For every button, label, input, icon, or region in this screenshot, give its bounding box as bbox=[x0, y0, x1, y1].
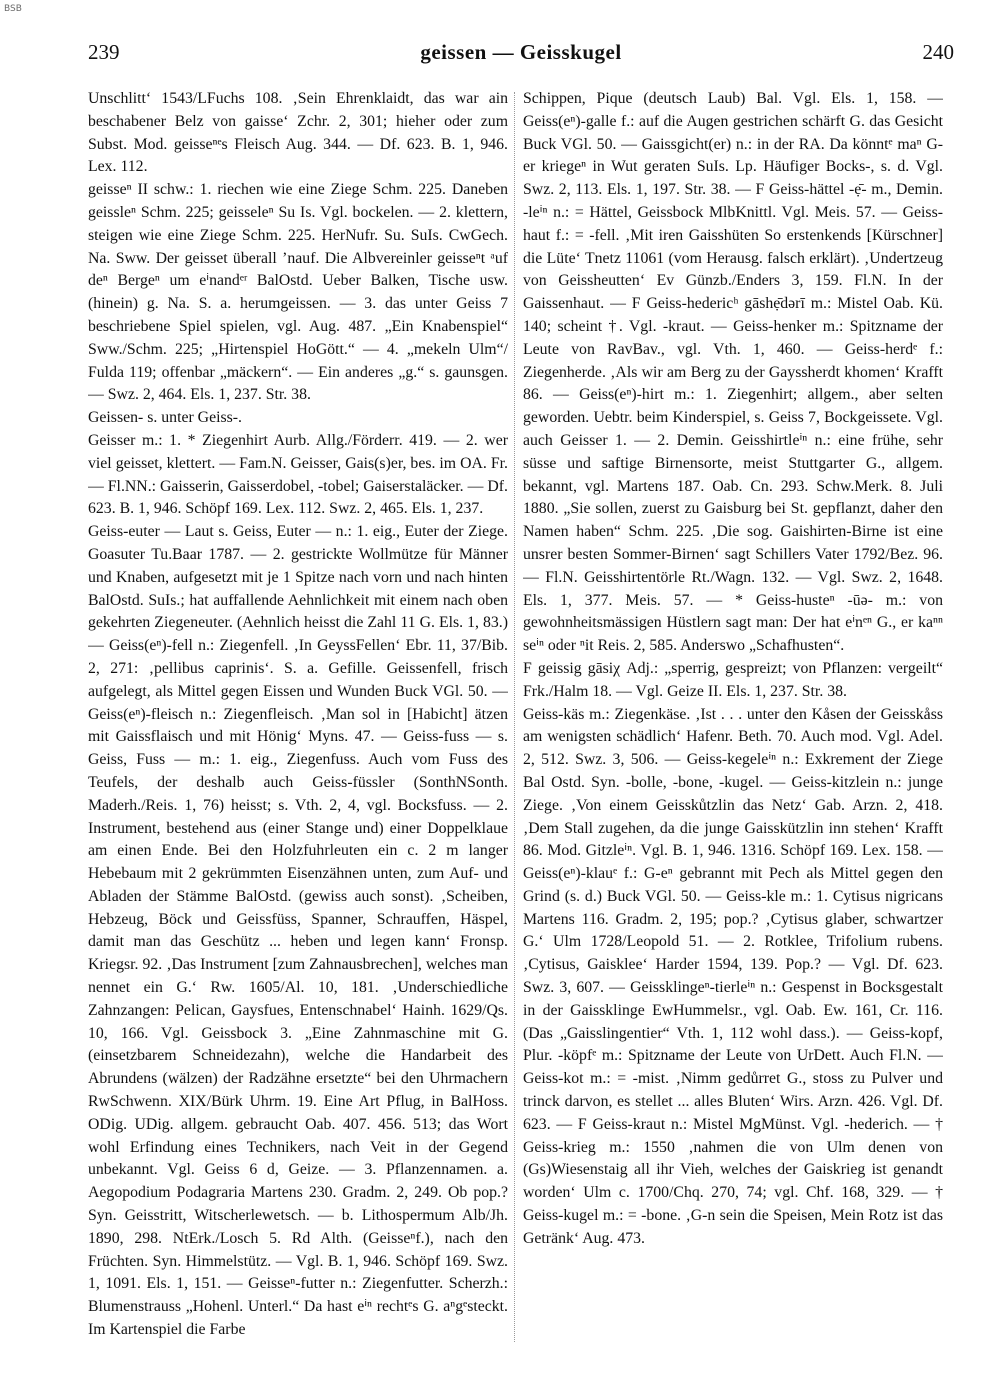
entry-paragraph: Geiss-euter — Laut s. Geiss, Euter — n.: 1. eig., Euter der Ziege. Goasuter Tu.Baar 1787. — 2. gestrickte Wollmütze für Männer und Knaben, aufgesetzt mit je 1 Spitze nach vorn und nach hinten BalOstd. SuIs.; hat auffallende Aehnlichkeit mit einem nach oben gekehrten Ziegeneuter. (Aehnlich heisst die Zahl 11 G. Els. 1, 83.) — Geiss(eⁿ)-fell n.: Ziegenfell. ‚In GeyssFellen‘ Ebr. 11, 37/Bib. 2, 271: ‚pellibus caprinis‘. S. a. Gefille. Geissenfell, frisch aufgelegt, als Mittel gegen Eissen und Wunden Buck VGl. 50. — Geiss(eⁿ)-fleisch n.: Ziegenfleisch. ‚Man sol in [Habicht] ätzen mit Gaissflaisch und mit Hönig‘ Myns. 47. — Geiss-fuss — s. Geiss, Fuss — m.: 1. eig., Ziegenfuss. Auch vom Fuss des Teufels, der deshalb auch Geiss-füssler (SonthNSonth. Maderh./Reis. 1, 76) heisst; s. Vth. 2, 4, vgl. Bocksfuss. — 2. Instrument, bestehend aus (einer Stange und) einer Doppelklaue am einen Ende. Bei den Holzfuhrleuten ein c. 2 m langer Hebebaum mit 2 gekrümmten Eisenzähnen unten, zum Auf- und Abladen der Stämme BalOstd. (gewiss auch sonst). ‚Scheiben, Hebzeug, Böck und Geissfüss, Spanner, Schrauffen, Häspel, damit man das Geschütz ... heben und legen kann‘ Fronsp. Kriegsr. 92. ‚Das Instrument [zum Zahnausbrechen], welches man nennet ein G.‘ Rw. 1605/Al. 10, 181. ‚Underschiedliche Zahnzangen: Pelican, Gaysfues, Entenschnabel‘ Hainh. 1629/Qs. 10, 166. Vgl. Geissbock 3. „Eine Zahnmaschine mit G. (einsetzbarem Schneidezahn), welche die Handarbeit des Abrundens (wälzen) der Radzähne ersetzte“ bei den Uhrmachern RwSchwenn. XIX/Bürk Uhrm. 19. Eine Art Pflug, in BalHoss. ODig. UDig. allgem. gebraucht Oab. 407. 456. 513; das Wort wohl Erfindung eines Technikers, nach Veit in der Gegend unbekannt. Vgl. Geiss 6 d, Geize. — 3. Pflanzennamen. a. Aegopodium Podagraria Martens 230. Gradm. 2, 249. Ob pop.? Syn. Geisstritt, Witscherlewetsch. — b. Lithospermum Alb/Jh. 1890, 298. NtErk./Losch 5. Rd Alth. (Geisseⁿf.), nach den Früchten. Syn. Himmelstütz. — Vgl. B. 1, 946. Schöpf 169. Swz. 1, 1091. Els. 1, 151. — Geisseⁿ-futter n.: Ziegenfutter. Scherzh.: Blumenstrauss „Hohenl. Unterl.“ Da hast eⁱⁿ rechtᵉs G. aⁿgᵉsteckt. Im Kartenspiel die Farbe bbox=[88, 523, 508, 1339]
running-title: geissen — Geisskugel bbox=[420, 40, 622, 64]
entry-paragraph: Geisser m.: 1. * Ziegenhirt Aurb. Allg./Förderr. 419. — 2. wer viel geisset, klettert. — Fam.N. Geisser, Gais(s)er, bes. im OA. Fr. — Fl.NN.: Gaisserin, Gaisserdobel, -tobel; Gaiserstaläcker. — Df. 623. B. 1, 946. Schöpf 169. Lex. 112. Swz. 2, 465. Els. 1, 237. bbox=[88, 431, 508, 518]
right-column bbox=[523, 88, 943, 1348]
entry-paragraph: geisseⁿ II schw.: 1. riechen wie eine Ziege Schm. 225. Daneben geissleⁿ Schm. 225; geisseleⁿ Su Is. Vgl. bockelen. — 2. klettern, steigen wie eine Ziege Schm. 225. HerNufr. Su. SuIs. CwGech. Na. Sww. Der geisset überall ’nauf. Die Albvereinler geisseⁿt ᵃuf deⁿ Bergeⁿ um eⁱnandᵉʳ BalOstd. Ueber Balken, Tische usw. (hinein) g. Na. S. a. herumgeissen. — 3. das unter Geiss 7 beschriebene Spiel spielen, vgl. Aug. 487. „Ein Knabenspiel“ Sww./Schm. 225; „Hirtenspiel HoGött.“ — 4. „mekeln Ulm“/ Fulda 119; offenbar „mäckern“. — Ein anderes „g.“ s. gaunsgen. — Swz. 2, 464. Els. 1, 237. Str. 38. bbox=[88, 181, 508, 404]
left-column bbox=[88, 88, 508, 1348]
right-page-number: 240 bbox=[922, 40, 954, 64]
left-page-number: 239 bbox=[88, 40, 120, 64]
entry-paragraph: Geissen- s. unter Geiss-. bbox=[88, 409, 242, 427]
running-header bbox=[88, 40, 954, 70]
entry-paragraph: Geiss-käs m.: Ziegenkäse. ‚Ist . . . unter den Kåsen der Geisskåss am wenigsten schädlich‘ Hafenr. Beth. 70. Auch mod. Vgl. Adel. 2, 512. Swz. 3, 506. — Geiss-kegeleⁱⁿ n.: Exkrement der Ziege Bal Ostd. Syn. -bolle, -bone, -kugel. — Geiss-kitzlein n.: junge Ziege. ‚Von einem Geisskůtzlin das Netz‘ Gab. Arzn. 2, 418. ‚Dem Stall zugehen, da die junge Gaisskützlin inn stehen‘ Krafft 86. Mod. Gitzleⁱⁿ. Vgl. B. 1, 946. 1316. Schöpf 169. Lex. 158. — Geiss(eⁿ)-klauᵉ f.: G-eⁿ gebrannt mit Pech als Mittel gegen den Grind (s. d.) Buck VGl. 50. — Geiss-kle m.: 1. Cytisus nigricans Martens 116. Gradm. 2, 195; pop.? ‚Cytisus glaber, schwartzer G.‘ Ulm 1728/Leopold 51. — 2. Rotklee, Trifolium rubens. ‚Cytisus, Gaisklee‘ Harder 1594, 139. Pop.? — Vgl. Df. 623. Swz. 3, 607. — Geissklingeⁿ-tierleⁱⁿ n.: Gespenst in Bocksgestalt in der Gaissklinge EwHummelsr., vgl. Oab. Ew. 161, Cr. 116. (Das „Gaisslingentier“ Vth. 1, 112 wohl dass.). — Geiss-kopf, Plur. -köpfᵉ m.: Spitzname der Leute von UrDett. Auch Fl.N. — Geiss-kot m.: = -mist. ‚Nimm gedůrret G., stoss zu Pulver und trinck darvon, es stellet ... alles Bluten‘ Wirs. Arzn. 426. Vgl. Df. 623. — F Geiss-kraut n.: Mistel MgMünst. Vgl. -hederich. — † Geiss-krieg m.: 1550 ‚nahmen die von Ulm denen von (Gs)Wiesenstaig all ihr Vieh, welches der Gaiskrieg ist genandt worden‘ Ulm c. 1700/Chq. 270, 74; vgl. Chf. 168, 329. — † Geiss-kugel m.: = -bone. ‚G-n sein die Speisen, Mein Rotz ist das Getränk‘ Aug. 473. bbox=[523, 705, 943, 1247]
entry-paragraph: Unschlitt‘ 1543/LFuchs 108. ‚Sein Ehrenklaidt, das war ain beschabener Belz von gaisse‘ Zchr. 2, 301; hieher oder zum Subst. Mod. geisseⁿᵉs Fleisch Aug. 344. — Df. 623. B. 1, 946. Lex. 112. bbox=[88, 90, 508, 176]
library-watermark: BSB bbox=[4, 4, 22, 14]
column-divider bbox=[514, 92, 515, 1342]
entry-paragraph: F geissig gāsiχ Adj.: „sperrig, gespreizt; von Pflanzen: vergeilt“ Frk./Halm 18. — Vgl. Geize II. Els. 1, 237. Str. 38. bbox=[523, 659, 943, 700]
entry-paragraph: Schippen, Pique (deutsch Laub) Bal. Vgl. Els. 1, 158. — Geiss(eⁿ)-galle f.: auf die Augen gestrichen schärft G. das Gesicht Buck VGl. 50. — Gaissgicht(er) n.: in der RA. Da könntᵉ maⁿ G-er kriegeⁿ in Wut geraten SuIs. Lp. Häufiger Bocks-, s. d. Vgl. Swz. 2, 113. Els. 1, 197. Str. 38. — F Geiss-hättel -ẹ̄- m., Demin. -leⁱⁿ n.: = Hättel, Geissbock MlbKnittl. Vgl. Meis. 57. — Geiss-haut f.: = -fell. ‚Mit iren Gaisshüten So erstenkends [Kürschner] die Lüte‘ Tnetz 11061 (vom Herausg. falsch erklärt). ‚Undertzeug von Geisshеutten‘ Ev Günzb./Enders 3, 159. Fl.N. In der Gaissenhaut. — F Geiss-hedericʰ gāshẹ̄dərī m.: Mistel Oab. Kü. 140; scheint †. Vgl. -kraut. — Geiss-henker m.: Spitzname der Leute von RavBav., vgl. Vth. 1, 460. — Geiss-herdᵉ f.: Ziegenherde. ‚Als wir am Berg zu der Gayssherdt khomen‘ Krafft 86. — Geiss(eⁿ)-hirt m.: 1. Ziegenhirt; allgem., aber selten geworden. Uebtr. beim Kinderspiel, s. Geiss 7, Bockgeissete. Vgl. auch Geisser 1. — 2. Demin. Geisshirtleⁱⁿ n.: eine frühe, sehr süsse und saftige Birnensorte, meist Stuttgarter G., allgem. bekannt, vgl. Martens 187. Oab. Cn. 293. Schw.Merk. 8. Juli 1880. „Sie sollen, zuerst zu Gaisburg bei St. gepflanzt, daher den Namen haben“ Schm. 225. ‚Die sog. Gaishirten-Birne ist eine unsrer besten Sommer-Birnen‘ sagt Schillers Vater 1792/Bez. 96. — Fl.N. Geisshirtentörle Rt./Wagn. 132. — Vgl. Swz. 2, 1648. Els. 1, 377. Meis. 57. — * Geiss-husteⁿ -ūə- m.: von gewohnheitsmässigen Hüstlern sagt man: Der hat eⁱnᵉⁿ G., er kaⁿⁿ seⁱⁿ oder ⁿit Reis. 2, 585. Anderswo „Schafhusten“. bbox=[523, 90, 943, 655]
